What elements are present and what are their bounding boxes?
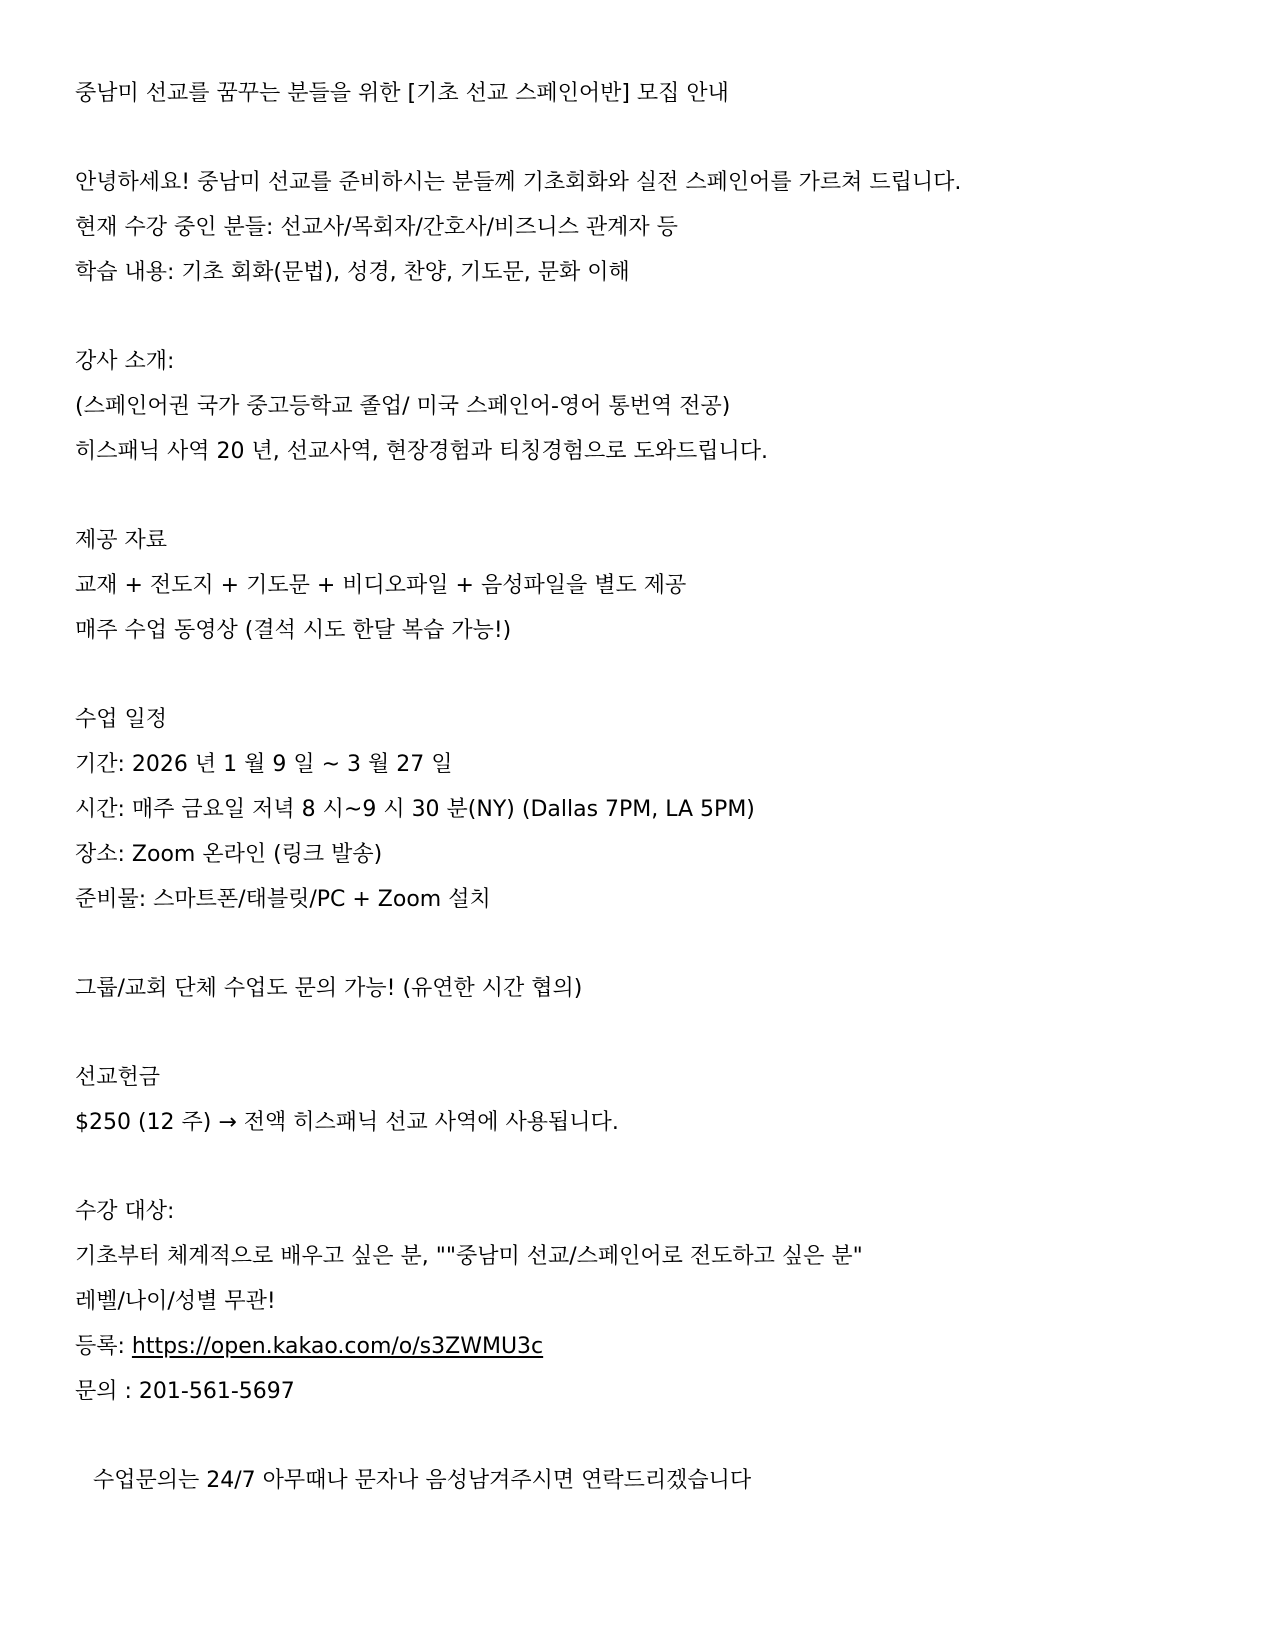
spacer [75,1018,1195,1062]
spacer [75,1421,1195,1465]
instructor-heading: 강사 소개: [75,349,175,374]
intro-greeting: 안녕하세요! 중남미 선교를 준비하시는 분들께 기초회화와 실전 스페인어를 가르쳐 드립니다. [75,170,962,195]
materials-heading: 제공 자료 [75,528,168,553]
offering-heading: 선교헌금 [75,1065,161,1090]
group-note: 그룹/교회 단체 수업도 문의 가능! (유연한 시간 협의) [75,976,583,1001]
offering-line: $250 (12 주) → 전액 히스패닉 선교 사역에 사용됩니다. [75,1110,619,1135]
spacer [75,660,1195,704]
current-students: 현재 수강 중인 분들: 선교사/목회자/간호사/비즈니스 관계자 등 [75,215,678,240]
spacer [75,929,1195,973]
footer-note: 수업문의는 24/7 아무때나 문자나 음성남겨주시면 연락드리겠습니다 [93,1468,752,1493]
contact-line: 문의 : 201-561-5697 [75,1379,295,1404]
materials-list: 교재 + 전도지 + 기도문 + 비디오파일 + 음성파일을 별도 제공 [75,573,687,598]
spacer [75,302,1195,346]
schedule-heading: 수업 일정 [75,707,168,732]
spacer [75,123,1195,167]
learning-content: 학습 내용: 기초 회화(문법), 성경, 찬양, 기도문, 문화 이해 [75,260,630,285]
audience-heading: 수강 대상: [75,1199,175,1224]
schedule-place: 장소: Zoom 온라인 (링크 발송) [75,842,383,867]
register-link[interactable]: https://open.kakao.com/o/s3ZWMU3c [131,1334,544,1359]
spacer [75,481,1195,525]
instructor-education: (스페인어권 국가 중고등학교 졸업/ 미국 스페인어-영어 통번역 전공) [75,394,731,419]
register-label: 등록: [75,1334,132,1359]
document-body [75,78,1195,1510]
schedule-time: 시간: 매주 금요일 저녁 8 시~9 시 30 분(NY) (Dallas 7PM, LA 5PM) [75,797,755,822]
instructor-experience: 히스패닉 사역 20 년, 선교사역, 현장경험과 티칭경험으로 도와드립니다. [75,439,768,464]
materials-video: 매주 수업 동영상 (결석 시도 한달 복습 가능!) [75,618,512,643]
register-row [75,1331,1195,1376]
schedule-prep: 준비물: 스마트폰/태블릿/PC + Zoom 설치 [75,887,491,912]
audience-line2: 레벨/나이/성별 무관! [75,1289,276,1314]
document-title: 중남미 선교를 꿈꾸는 분들을 위한 [기초 선교 스페인어반] 모집 안내 [75,81,729,106]
schedule-period: 기간: 2026 년 1 월 9 일 ~ 3 월 27 일 [75,752,453,777]
spacer [75,1152,1195,1196]
audience-line1: 기초부터 체계적으로 배우고 싶은 분, ""중남미 선교/스페인어로 전도하고 싶은 분" [75,1244,863,1269]
